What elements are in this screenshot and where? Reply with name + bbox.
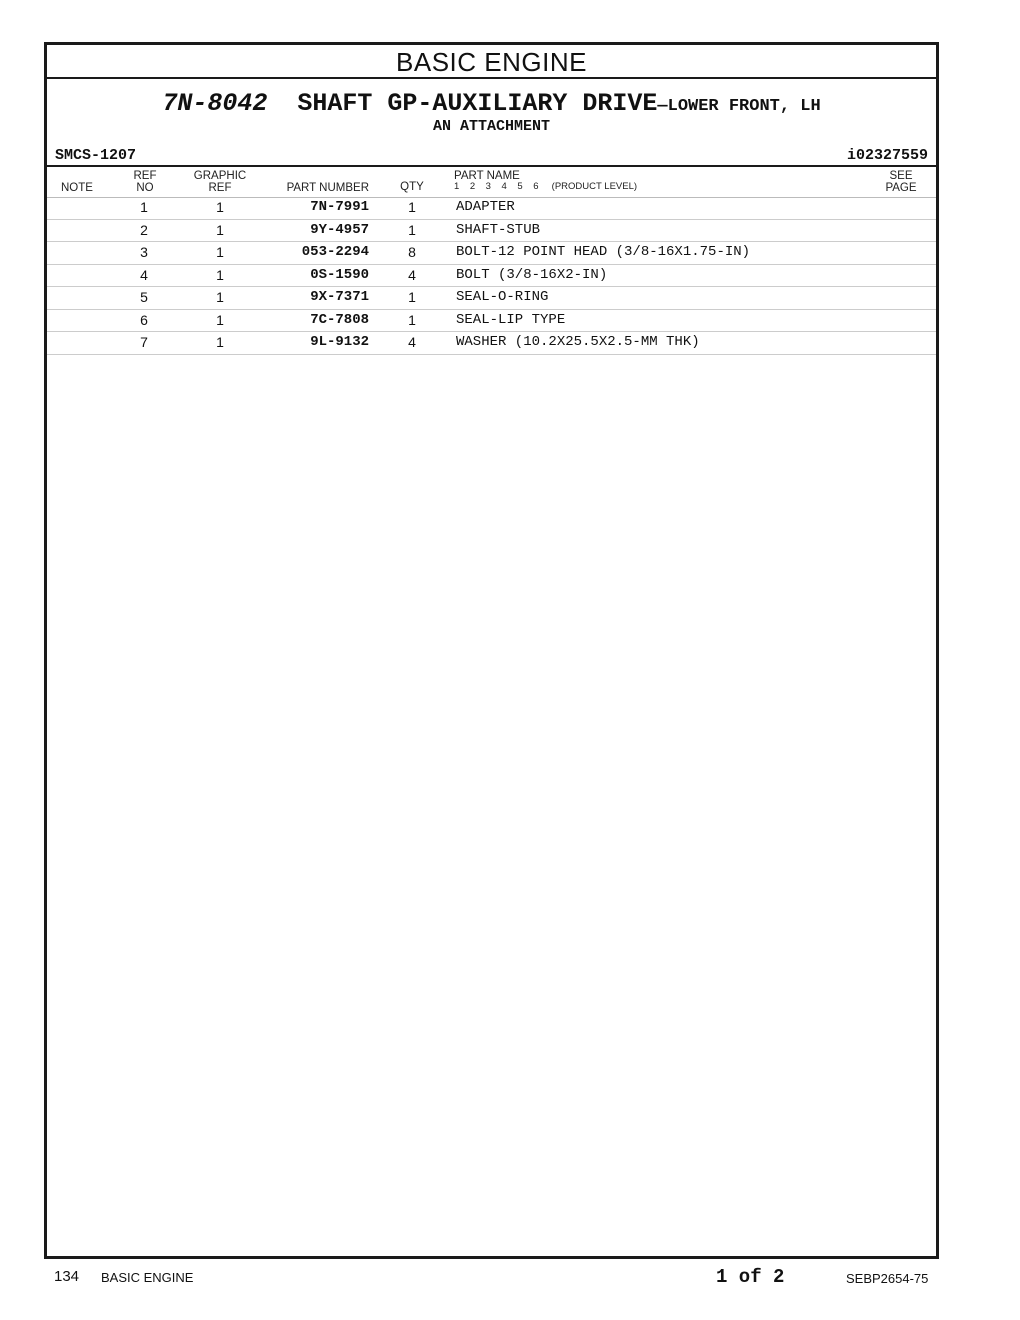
col-see-bottom: PAGE bbox=[885, 182, 917, 194]
part-name: SEAL-O-RING bbox=[456, 289, 549, 305]
document-number: SEBP2654-75 bbox=[846, 1271, 929, 1286]
section-title: BASIC ENGINE bbox=[47, 45, 936, 79]
page-count: 1 of 2 bbox=[716, 1266, 785, 1288]
group-heading bbox=[47, 89, 936, 118]
graphic-ref: 1 bbox=[216, 311, 224, 328]
quantity: 1 bbox=[408, 199, 416, 215]
quantity: 1 bbox=[408, 311, 416, 328]
graphic-ref: 1 bbox=[216, 244, 224, 260]
quantity: 1 bbox=[408, 221, 416, 238]
page-number: 134 bbox=[54, 1268, 80, 1285]
footer-section: BASIC ENGINE bbox=[101, 1270, 194, 1285]
ref-number: 2 bbox=[140, 221, 148, 238]
col-see-top: SEE bbox=[889, 170, 913, 182]
table-row bbox=[47, 220, 936, 243]
ref-number: 5 bbox=[140, 289, 148, 305]
graphic-ref: 1 bbox=[216, 199, 224, 215]
part-name: BOLT (3/8-16X2-IN) bbox=[456, 266, 608, 283]
part-name: ADAPTER bbox=[456, 199, 515, 215]
quantity: 8 bbox=[408, 244, 416, 260]
group-name-suffix: —LOWER FRONT, LH bbox=[657, 97, 821, 116]
col-part-number: PART NUMBER bbox=[286, 182, 369, 194]
group-name: SHAFT GP-AUXILIARY DRIVE bbox=[297, 89, 658, 118]
table-row bbox=[47, 310, 936, 333]
table-row bbox=[47, 242, 936, 265]
part-number: 053-2294 bbox=[301, 244, 369, 260]
parts-table bbox=[47, 197, 936, 355]
illustration-id: i02327559 bbox=[846, 147, 928, 164]
page-frame bbox=[44, 42, 939, 1259]
table-row bbox=[47, 265, 936, 288]
ref-number: 3 bbox=[140, 244, 148, 260]
col-ref-top: REF bbox=[133, 170, 157, 182]
ref-number: 7 bbox=[140, 334, 148, 350]
col-part-name: PART NAME bbox=[454, 170, 520, 182]
graphic-ref: 1 bbox=[216, 289, 224, 305]
ref-number: 4 bbox=[140, 266, 148, 283]
graphic-ref: 1 bbox=[216, 221, 224, 238]
col-note: NOTE bbox=[61, 182, 93, 194]
table-row bbox=[47, 332, 936, 355]
table-row bbox=[47, 197, 936, 220]
smcs-row bbox=[47, 147, 936, 167]
col-qty: QTY bbox=[400, 181, 424, 193]
group-subtitle: AN ATTACHMENT bbox=[432, 118, 551, 135]
col-product-levels: 1 2 3 4 5 6 (PRODUCT LEVEL) bbox=[454, 181, 638, 192]
col-ref-bottom: NO bbox=[136, 182, 154, 194]
table-row bbox=[47, 287, 936, 310]
page-footer bbox=[0, 1266, 1020, 1290]
part-number: 9L-9132 bbox=[310, 334, 369, 350]
col-graphic-top: GRAPHIC bbox=[193, 170, 247, 182]
column-header bbox=[47, 169, 936, 198]
group-part-number: 7N-8042 bbox=[162, 89, 268, 118]
graphic-ref: 1 bbox=[216, 266, 224, 283]
ref-number: 1 bbox=[140, 199, 148, 215]
part-number: 0S-1590 bbox=[310, 266, 369, 283]
part-name: SHAFT-STUB bbox=[456, 221, 541, 238]
part-name: WASHER (10.2X25.5X2.5-MM THK) bbox=[456, 334, 700, 350]
part-number: 7N-7991 bbox=[310, 199, 369, 215]
graphic-ref: 1 bbox=[216, 334, 224, 350]
col-graphic-bottom: REF bbox=[208, 182, 232, 194]
part-name: BOLT-12 POINT HEAD (3/8-16X1.75-IN) bbox=[456, 244, 751, 260]
part-name: SEAL-LIP TYPE bbox=[456, 311, 566, 328]
part-number: 9X-7371 bbox=[310, 289, 369, 305]
quantity: 1 bbox=[408, 289, 416, 305]
smcs-code: SMCS-1207 bbox=[55, 147, 137, 164]
part-number: 7C-7808 bbox=[310, 311, 369, 328]
ref-number: 6 bbox=[140, 311, 148, 328]
quantity: 4 bbox=[408, 266, 416, 283]
quantity: 4 bbox=[408, 334, 416, 350]
part-number: 9Y-4957 bbox=[310, 221, 369, 238]
